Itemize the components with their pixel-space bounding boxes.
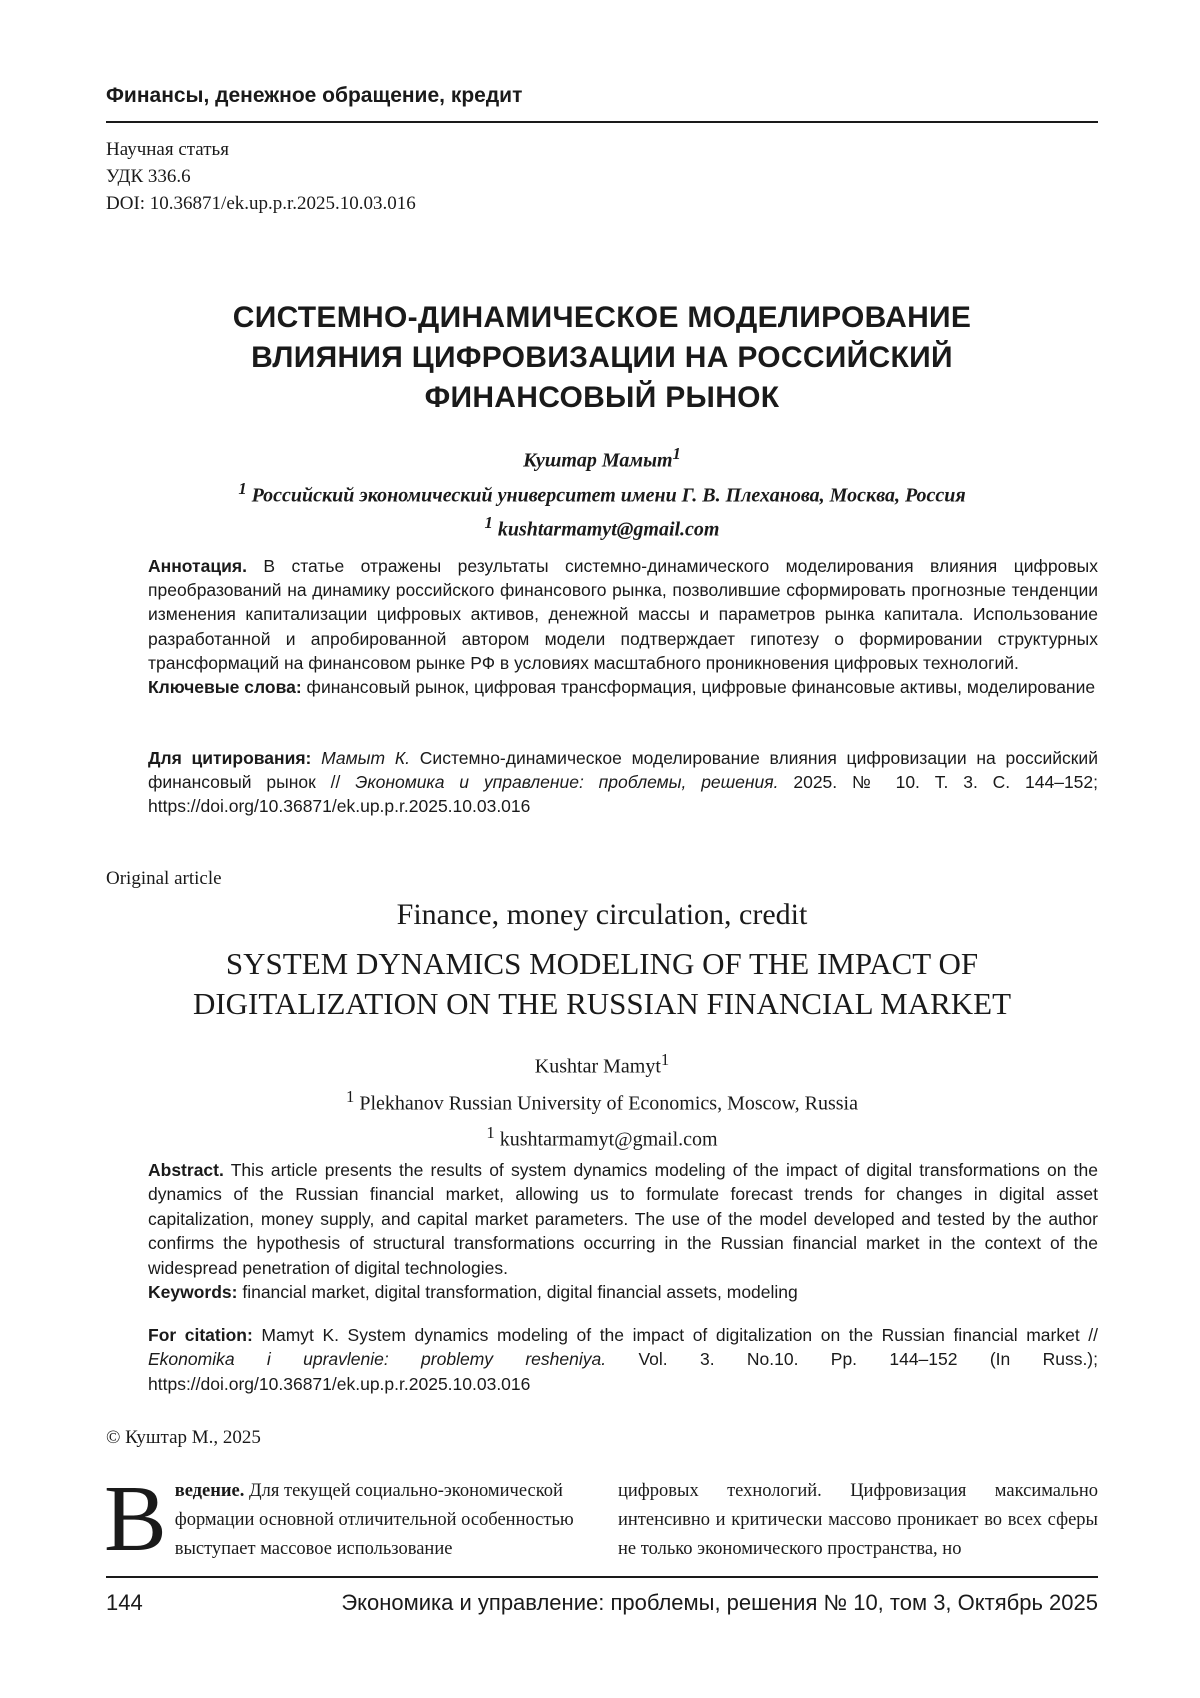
affiliation-en: $^1$ Plekhanov Russian University of Economics, Moscow, Russia bbox=[346, 1086, 858, 1115]
abstract-ru bbox=[148, 554, 1098, 699]
body-text-left: Для текущей социально-экономической формации основной отличительной особенностью выступает массовое использование bbox=[174, 1481, 574, 1559]
article-meta bbox=[106, 136, 416, 217]
email-en[interactable]: $^1$ kushtarmamyt@gmail.com bbox=[486, 1123, 718, 1151]
title-ru-line: ФИНАНСОВЫЙ РЫНОК bbox=[424, 381, 780, 414]
footer-rule bbox=[106, 1576, 1098, 1578]
abstract-en-text: Abstract. This article presents the results of system dynamics modeling of the impact of digital transformations on the dynamics of the Russian financial market, allowing us to formulate forecast trends for changes in digital asset capitalization, money supply, and capital market parameters. The use of the model developed and tested by the author confirms the hypothesis of structural transformations occurring in the Russian financial market in the context of the widespread penetration of digital technologies. bbox=[148, 1160, 1099, 1278]
title-en-line: SYSTEM DYNAMICS MODELING OF THE IMPACT OF bbox=[225, 946, 979, 981]
intro-heading: ведение. bbox=[174, 1481, 245, 1501]
author-block-ru bbox=[106, 440, 1098, 544]
header-rule bbox=[106, 121, 1098, 123]
citation-ru: Для цитирования: Мамыт К. Системно-динамическое моделирование влияния цифровизации на российский финансовый рынок // Экономика и управление: проблемы, решения. 2025. № 10. Т. 3. С. 144–152; https://doi.org/10.36871/ek.up.p.r.2025.10.03.016 bbox=[148, 748, 1098, 817]
copyright: © Куштар М., 2025 bbox=[106, 1427, 261, 1448]
affiliation-ru: $^1$ Российский экономический университет имени Г. В. Плеханова, Москва, Россия bbox=[238, 478, 966, 507]
author-block-en bbox=[106, 1045, 1098, 1155]
journal-footer: Экономика и управление: проблемы, решения № 10, том 3, Октябрь 2025 bbox=[341, 1590, 1098, 1615]
body-column-left bbox=[104, 1467, 588, 1571]
body-column-right: цифровых технологий. Цифровизация максимально интенсивно и критически массово проникает во всех сферы не только экономического пространства, но bbox=[618, 1481, 1098, 1559]
doi: DOI: 10.36871/ek.up.p.r.2025.10.03.016 bbox=[106, 193, 416, 214]
title-en-line: DIGITALIZATION ON THE RUSSIAN FINANCIAL MARKET bbox=[192, 986, 1012, 1021]
article-type-en: Original article bbox=[106, 868, 222, 889]
title-en bbox=[106, 944, 1098, 1024]
title-ru-line: СИСТЕМНО-ДИНАМИЧЕСКОЕ МОДЕЛИРОВАНИЕ bbox=[232, 301, 972, 334]
keywords-ru: Ключевые слова: финансовый рынок, цифровая трансформация, цифровые финансовые активы, моделирование bbox=[148, 677, 1096, 698]
article-type: Научная статья bbox=[106, 139, 229, 160]
drop-cap: В bbox=[104, 1467, 167, 1571]
citation-en: For citation: Mamyt K. System dynamics modeling of the impact of digitalization on the Russian financial market // Ekonomika i upravlenie: problemy resheniya. Vol. 3. No.10. Pp. 144–152 (In Russ.); https://doi.org/10.36871/ek.up.p.r.2025.10.03.016 bbox=[148, 1325, 1098, 1394]
email-ru[interactable]: $^1$ kushtarmamyt@gmail.com bbox=[484, 513, 720, 541]
abstract-en bbox=[148, 1158, 1098, 1304]
title-ru bbox=[106, 298, 1098, 418]
section-header-en: Finance, money circulation, credit bbox=[396, 898, 808, 931]
author-name-ru: Куштар Мамыт$^1$ bbox=[523, 444, 681, 472]
abstract-ru-text: Аннотация. В статье отражены результаты системно-динамического моделирования влияния цифровых преобразований на динамику российского финансового рынка, позволившие сформировать прогнозные тенденции изменения капитализации цифровых активов, денежной массы и параметров рынка капитала. Использование разработанной и апробированной автором модели подтверждает гипотезу о формировании структурных трансформаций на финансовом рынке РФ в условиях масштабного проникновения цифровых технологий. bbox=[148, 556, 1098, 673]
author-name-en: Kushtar Mamyt$^1$ bbox=[534, 1050, 670, 1078]
page-number: 144 bbox=[106, 1590, 143, 1615]
title-ru-line: ВЛИЯНИЯ ЦИФРОВИЗАЦИИ НА РОССИЙСКИЙ bbox=[251, 341, 953, 374]
udc-code: УДК 336.6 bbox=[106, 166, 191, 187]
section-header: Финансы, денежное обращение, кредит bbox=[106, 84, 523, 107]
keywords-en: Keywords: financial market, digital transformation, digital financial assets, modeling bbox=[148, 1282, 798, 1303]
